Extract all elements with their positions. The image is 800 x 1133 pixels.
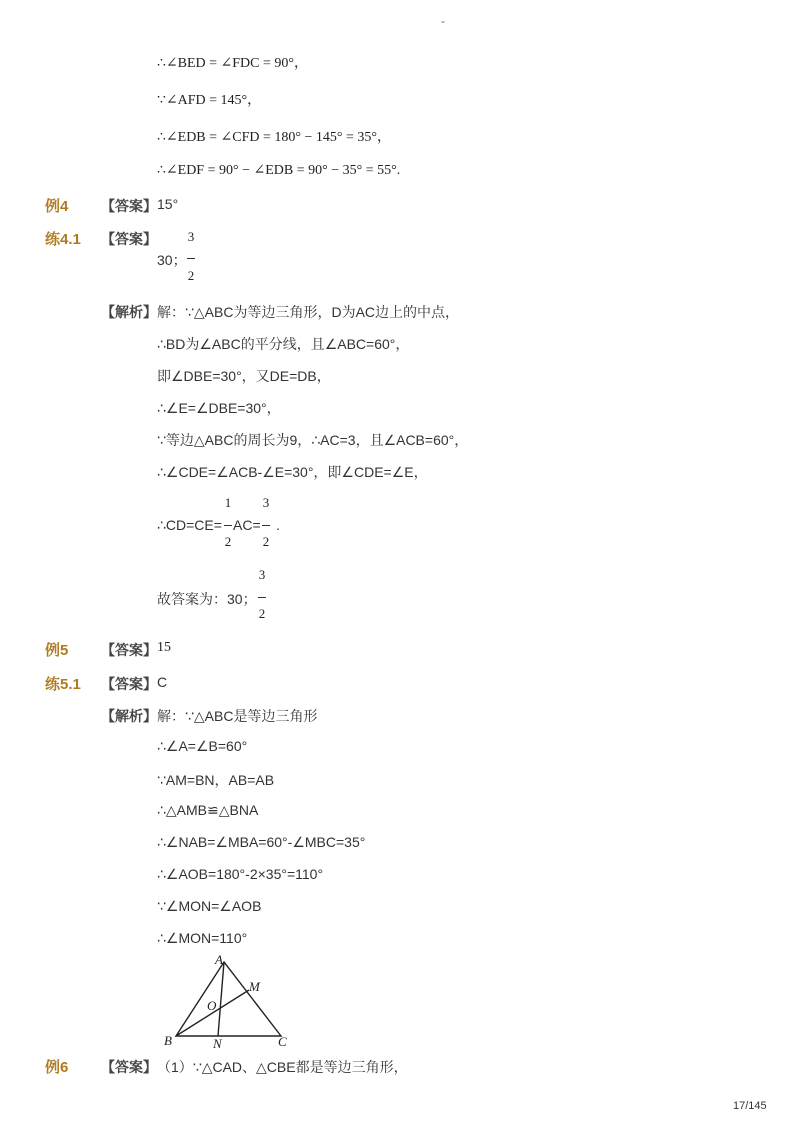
practice-4-1-label: 练4.1 [45,231,81,248]
point-a-label: A [215,952,223,967]
cd-line-mid: AC= [233,517,261,533]
practice-5-1-analysis-tag: 【解析】 [101,708,157,724]
analysis-line-3: 即∠DBE=30°，又DE=DB， [157,368,331,384]
example-4-answer-tag: 【答案】 [101,198,157,214]
cd-line-suffix: . [276,517,280,533]
analysis-line-6: ∴∠CDE=∠ACB-∠E=30°，即∠CDE=∠E， [157,464,428,480]
final-frac-numerator: 3 [258,567,266,582]
example-6-answer: （1）∵△CAD、△CBE都是等边三角形， [157,1059,408,1075]
solution-line-4: ∴△AMB≌△BNA [157,802,259,818]
practice-4-1-analysis-tag: 【解析】 [101,304,157,320]
example-5-label: 例5 [45,642,69,659]
header-mark: - [441,14,445,28]
cd-frac1-bar [224,525,232,526]
answer-frac-numerator: 3 [187,229,195,244]
segment-bm [176,990,249,1036]
solution-line-7: ∵∠MON=∠AOB [157,898,262,914]
solution-line-2: ∴∠A=∠B=60° [157,738,248,754]
practice-4-1-answer-prefix: 30； [157,252,187,268]
final-answer-prefix: 故答案为：30； [157,591,257,607]
cd-frac2-numerator: 3 [262,495,270,510]
analysis-line-1: 解：∵△ABC为等边三角形，D为AC边上的中点， [157,304,460,320]
point-o-label: O [207,998,217,1013]
segment-an [218,962,224,1036]
page-number: 17/145 [733,1100,767,1112]
practice-5-1-answer-tag: 【答案】 [101,676,157,692]
triangle-abc [176,962,281,1036]
proof-line-2: ∵∠AFD = 145°， [157,93,262,108]
cd-frac2-denominator: 2 [262,534,270,549]
point-b-label: B [164,1033,172,1048]
example-6-label: 例6 [45,1059,69,1076]
analysis-line-5: ∵等边△ABC的周长为9，∴AC=3，且∠ACB=60°， [157,432,469,448]
solution-line-8: ∴∠MON=110° [157,930,248,946]
analysis-line-2: ∴BD为∠ABC的平分线，且∠ABC=60°， [157,336,410,352]
proof-line-1: ∴∠BED = ∠FDC = 90°， [157,56,308,71]
final-frac-bar [258,597,266,598]
answer-frac-bar [187,258,195,259]
example-4-label: 例4 [45,198,69,215]
proof-line-4: ∴∠EDF = 90° − ∠EDB = 90° − 35° = 55°. [157,163,401,178]
cd-line-prefix: ∴CD=CE= [157,517,222,533]
point-c-label: C [278,1034,287,1049]
triangle-figure [160,952,300,1052]
final-frac-denominator: 2 [258,606,266,621]
example-6-answer-tag: 【答案】 [101,1059,157,1075]
practice-5-1-answer: C [157,674,168,690]
example-4-answer: 15° [157,196,179,212]
cd-frac1-numerator: 1 [224,495,232,510]
analysis-line-4: ∴∠E=∠DBE=30°， [157,400,281,416]
point-m-label: M [249,979,260,994]
proof-line-3: ∴∠EDB = ∠CFD = 180° − 145° = 35°， [157,130,391,145]
solution-line-1: 解：∵△ABC是等边三角形 [157,708,318,724]
solution-line-6: ∴∠AOB=180°-2×35°=110° [157,866,324,882]
solution-line-3: ∵AM=BN，AB=AB [157,772,275,788]
solution-line-5: ∴∠NAB=∠MBA=60°-∠MBC=35° [157,834,366,850]
cd-frac2-bar [262,525,270,526]
answer-frac-denominator: 2 [187,268,195,283]
point-n-label: N [213,1036,222,1051]
example-5-answer: 15 [157,640,171,655]
practice-4-1-answer-tag: 【答案】 [101,231,157,247]
example-5-answer-tag: 【答案】 [101,642,157,658]
cd-frac1-denominator: 2 [224,534,232,549]
practice-5-1-label: 练5.1 [45,676,81,693]
